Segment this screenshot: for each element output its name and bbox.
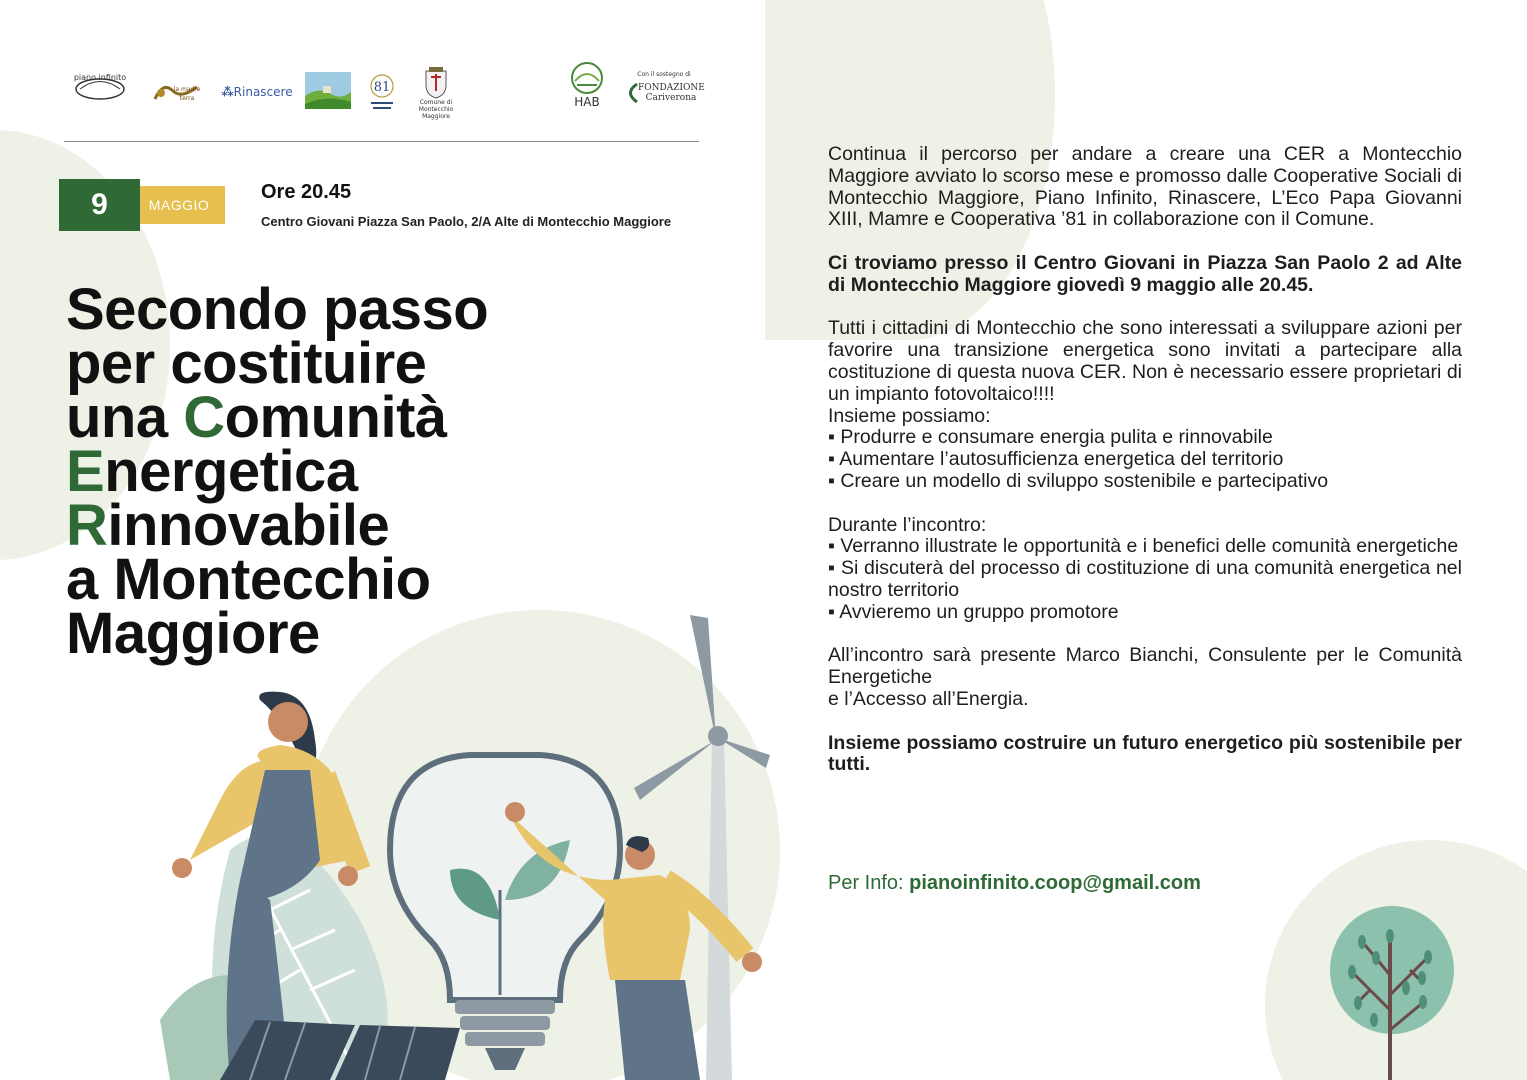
intro-paragraph: Continua il percorso per andare a creare una CER a Montecchio Maggiore avviato lo scorso mese e promosso dalle Cooperative Sociali di Montecchio Maggiore, Piano Infinito, Rinascere, L’Eco Papa Giovanni XIII, Mamre e Cooperativa ’81 in collaborazione con il Comune. — [828, 143, 1462, 231]
contact-label: Per Info: — [828, 872, 910, 894]
piano-infinito-logo: piano infinito — [70, 69, 130, 109]
svg-text:81: 81 — [373, 80, 391, 95]
closing-paragraph: Insieme possiamo costruire un futuro energetico più sostenibile per tutti. — [828, 731, 1462, 776]
title-line: Secondo passo — [66, 277, 489, 342]
tree-icon — [1310, 900, 1470, 1080]
hab-logo: HAB — [566, 57, 608, 113]
title-line: Rinnovabile — [66, 493, 390, 558]
comune-logo: Comune di Montecchio Maggiore — [410, 61, 462, 123]
la-madre-terra-logo: la madre terra — [148, 77, 204, 107]
contact-email-link[interactable]: pianoinfinito.coop@gmail.com — [909, 872, 1201, 894]
list-item: ▪ Si discuterà del processo di costituzione di una comunità energetica nel nostro territorio — [828, 557, 1462, 601]
invite-paragraph: Tutti i cittadini di Montecchio che sono interessati a sviluppare azioni per favorire una transizione energetica sono invitati a partecipare alla costituzione di questa nuova CER. Non è necessario essere proprietari di un impianto fotovoltaico!!!! — [828, 317, 1462, 405]
list-item: ▪ Avvieremo un gruppo promotore — [828, 600, 1119, 623]
speaker-paragraph-end: e l’Accesso all’Energia. — [828, 687, 1029, 710]
event-time: Ore 20.45 — [261, 181, 352, 203]
together-title: Insieme possiamo: — [828, 404, 991, 427]
fondazione-cariverona-logo: Con il sostegno di FONDAZIONE Cariverona — [622, 65, 706, 109]
landscape-logo — [305, 72, 351, 109]
month-badge: MAGGIO — [133, 186, 225, 224]
contact-info — [828, 872, 1201, 895]
day-badge: 9 — [59, 179, 140, 231]
title-line: una Comunità — [66, 385, 447, 450]
header-divider — [64, 141, 699, 142]
event-place: Centro Giovani Piazza San Paolo, 2/A Alte di Montecchio Maggiore — [261, 214, 672, 229]
list-item: ▪ Produrre e consumare energia pulita e rinnovabile — [828, 426, 1273, 449]
list-item: ▪ Aumentare l’autosufficienza energetica del territorio — [828, 448, 1284, 471]
title-line: per costituire — [66, 331, 427, 396]
list-item: ▪ Verranno illustrate le opportunità e i benefici delle comunità energetiche — [828, 535, 1459, 558]
title-line: Energetica — [66, 439, 358, 504]
title-line: Maggiore — [66, 601, 320, 666]
during-title: Durante l’incontro: — [828, 513, 987, 536]
event-description — [828, 144, 1462, 776]
solar-panels-illustration — [220, 1020, 460, 1080]
lightbulb-illustration — [390, 755, 620, 1070]
list-item: ▪ Creare un modello di sviluppo sostenibile e partecipativo — [828, 469, 1329, 492]
speaker-paragraph: All’incontro sarà presente Marco Bianchi, Consulente per le Comunità Energetiche — [828, 644, 1462, 689]
partner-logos — [66, 55, 706, 125]
title-line: a Montecchio — [66, 547, 431, 612]
cooperativa-81-logo — [366, 69, 398, 115]
energy-illustration — [160, 600, 770, 1080]
location-paragraph: Ci troviamo presso il Centro Giovani in Piazza San Paolo 2 ad Alte di Montecchio Maggiore giovedì 9 maggio alle 20.45. — [828, 251, 1462, 296]
rinascere-logo: ⁂ Rinascere — [221, 85, 293, 99]
